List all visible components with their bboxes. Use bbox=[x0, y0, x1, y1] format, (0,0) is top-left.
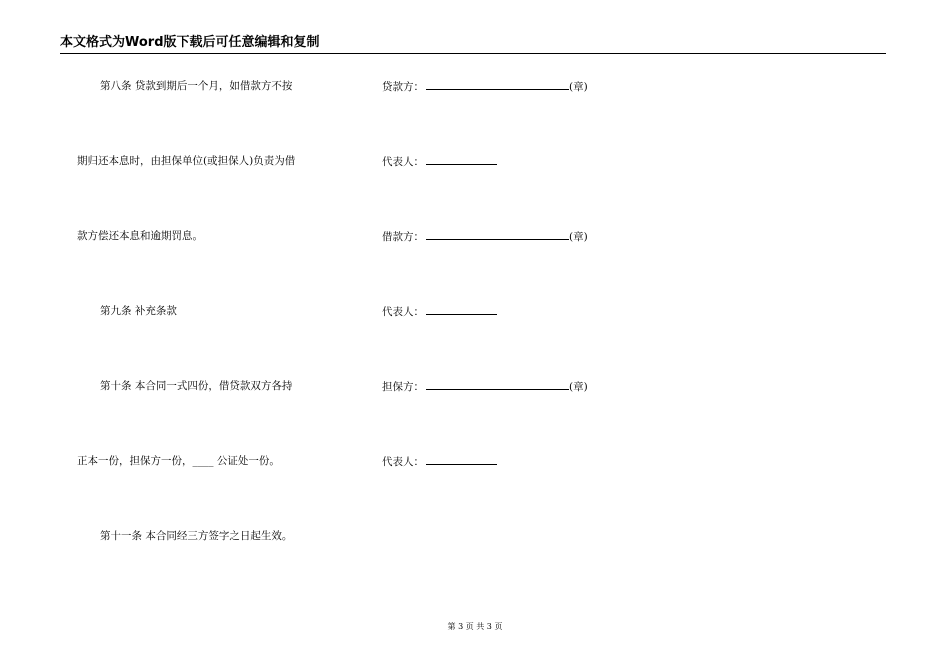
lender-blank bbox=[426, 79, 569, 90]
clause-8-line-3: 款方偿还本息和逾期罚息。 bbox=[77, 230, 203, 242]
page-header bbox=[60, 35, 886, 54]
guarantor-signature bbox=[382, 379, 588, 394]
guarantor-seal: (章) bbox=[569, 381, 588, 393]
page-footer: 第 3 页 共 3 页 bbox=[447, 622, 503, 631]
lender-seal: (章) bbox=[569, 81, 588, 93]
borrower-signature bbox=[382, 229, 588, 244]
borrower-rep-blank bbox=[426, 304, 497, 315]
guarantor-label: 担保方： bbox=[382, 381, 424, 393]
header-title: 本文格式为Word版下载后可任意编辑和复制 bbox=[60, 35, 320, 50]
lender-representative bbox=[382, 154, 497, 169]
guarantor-representative bbox=[382, 454, 497, 469]
clause-10-line-1: 第十条 本合同一式四份，借贷款双方各持 bbox=[100, 380, 293, 392]
lender-rep-label: 代表人： bbox=[382, 156, 424, 168]
clause-8-line-2: 期归还本息时，由担保单位(或担保人)负责为借 bbox=[77, 155, 296, 167]
guarantor-rep-label: 代表人： bbox=[382, 456, 424, 468]
guarantor-rep-blank bbox=[426, 454, 497, 465]
lender-rep-blank bbox=[426, 154, 497, 165]
borrower-rep-label: 代表人： bbox=[382, 306, 424, 318]
borrower-representative bbox=[382, 304, 497, 319]
lender-signature bbox=[382, 79, 588, 94]
borrower-label: 借款方： bbox=[382, 231, 424, 243]
clause-8-line-1: 第八条 贷款到期后一个月，如借款方不按 bbox=[100, 80, 293, 92]
borrower-blank bbox=[426, 229, 569, 240]
lender-label: 贷款方： bbox=[382, 81, 424, 93]
clause-10-line-2: 正本一份，担保方一份，____ 公证处一份。 bbox=[77, 455, 280, 467]
clause-11: 第十一条 本合同经三方签字之日起生效。 bbox=[100, 530, 293, 542]
borrower-seal: (章) bbox=[569, 231, 588, 243]
clause-9: 第九条 补充条款 bbox=[100, 305, 177, 317]
guarantor-blank bbox=[426, 379, 569, 390]
